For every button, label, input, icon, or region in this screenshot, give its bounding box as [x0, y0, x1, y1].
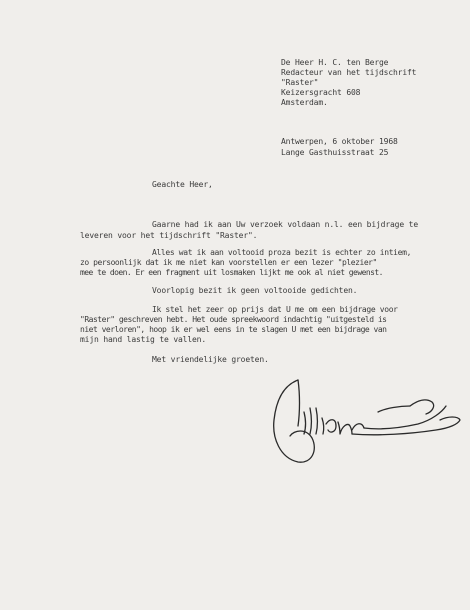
recipient-line-5: Amsterdam.	[281, 98, 328, 107]
recipient-line-1: De Heer H. C. ten Berge	[281, 58, 389, 67]
recipient-line-3: "Raster"	[281, 78, 319, 87]
paragraph-2-line-1: Alles wat ik aan voltooid proza bezit is echter zo intiem,	[152, 248, 412, 257]
date-line: Antwerpen, 6 oktober 1968	[281, 137, 398, 146]
sender-address-line: Lange Gasthuisstraat 25	[281, 148, 389, 157]
paragraph-4-line-3: niet verloren", hoop ik er wel eens in te slagen U met een bijdrage van	[80, 325, 387, 334]
recipient-line-4: Keizersgracht 608	[281, 88, 361, 97]
paragraph-4-line-1: Ik stel het zeer op prijs dat U me om een bijdrage voor	[152, 305, 398, 314]
paragraph-4-line-2: "Raster" geschreven hebt. Het oude spreekwoord indachtig "uitgesteld is	[80, 315, 387, 324]
paragraph-3-line-1: Voorlopig bezit ik geen voltooide gedichten.	[152, 286, 358, 295]
paragraph-4-line-4: mijn hand lastig te vallen.	[80, 335, 206, 344]
paragraph-1-line-1: Gaarne had ik aan Uw verzoek voldaan n.l. een bijdrage te	[152, 220, 418, 229]
salutation: Geachte Heer,	[152, 180, 213, 189]
paragraph-2-line-3: mee te doen. Er een fragment uit losmaken lijkt me ook al niet gewenst.	[80, 268, 383, 277]
handwritten-signature	[260, 372, 465, 467]
closing-line: Met vriendelijke groeten.	[152, 355, 269, 364]
paragraph-1-line-2: leveren voor het tijdschrift "Raster".	[80, 231, 258, 240]
paragraph-2-line-2: zo persoonlijk dat ik me niet kan voorstellen er een lezer "plezier"	[80, 258, 377, 267]
recipient-line-2: Redacteur van het tijdschrift	[281, 68, 417, 77]
